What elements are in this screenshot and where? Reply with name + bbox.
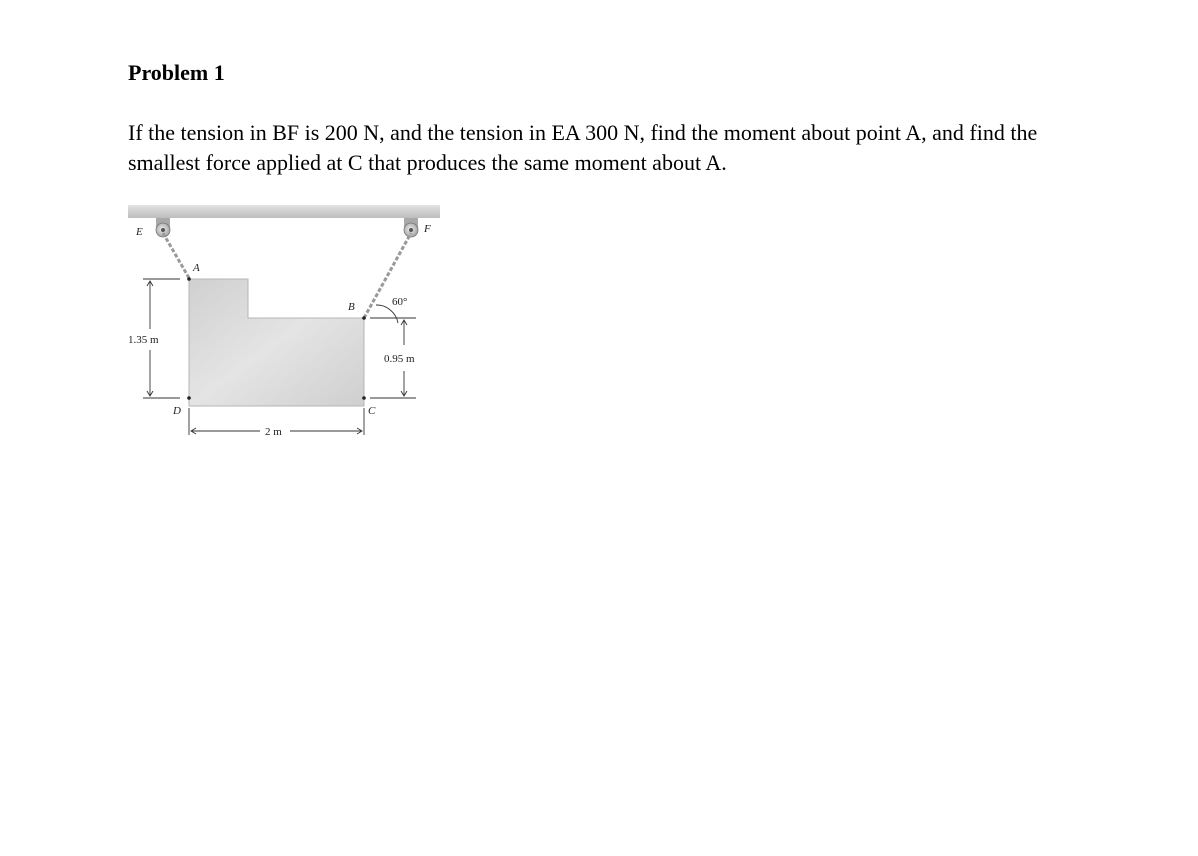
label-dim-left: 1.35 m xyxy=(128,334,159,346)
figure-diagram xyxy=(118,195,448,450)
point-a-dot xyxy=(187,277,191,281)
label-angle: 60° xyxy=(392,296,408,308)
label-f: F xyxy=(424,223,431,235)
plate xyxy=(189,279,364,406)
label-dim-bottom: 2 m xyxy=(265,426,282,438)
point-b-dot xyxy=(362,316,366,320)
chain-ea xyxy=(163,233,189,278)
point-d-dot xyxy=(187,396,191,400)
label-c: C xyxy=(368,405,376,417)
problem-title: Problem 1 xyxy=(128,60,225,85)
problem-statement: If the tension in BF is 200 N, and the tension in EA 300 N, find the moment about point A, and find the smallest force applied at C that produces the same moment about A. xyxy=(128,120,1038,175)
label-a: A xyxy=(193,262,200,274)
label-dim-right: 0.95 m xyxy=(384,353,415,365)
point-c-dot xyxy=(362,396,366,400)
label-d: D xyxy=(173,405,181,417)
problem-figure xyxy=(118,195,448,450)
ceiling-beam xyxy=(128,205,440,218)
label-b: B xyxy=(348,301,355,313)
label-e: E xyxy=(136,226,143,238)
